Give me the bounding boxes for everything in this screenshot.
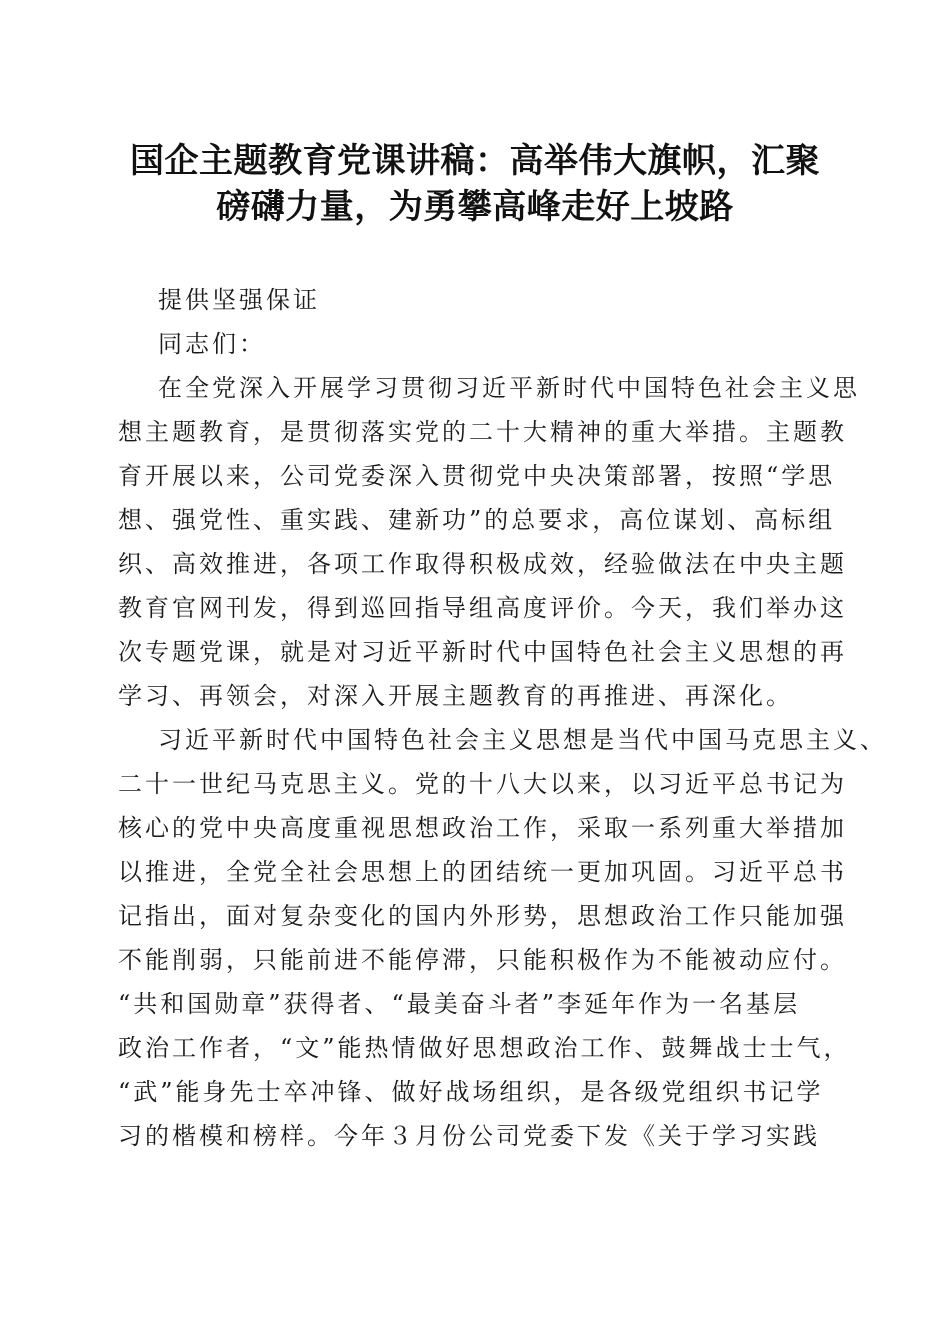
paragraph-line: 在全党深入开展学习贯彻习近平新时代中国特色社会主义思 <box>158 374 860 402</box>
document-title <box>100 138 850 230</box>
paragraph-line: 习的楷模和榜样。今年３月份公司党委下发《关于学习实践 <box>118 1122 820 1150</box>
paragraph-line: “共和国勋章”获得者、“最美奋斗者”李延年作为一名基层 <box>118 990 801 1018</box>
paragraph-line: “武”能身先士卒冲锋、做好战场组织，是各级党组织书记学 <box>118 1078 824 1106</box>
document-body <box>118 278 887 1158</box>
paragraph-line: 记指出，面对复杂变化的国内外形势，思想政治工作只能加强 <box>118 902 847 930</box>
paragraph-1 <box>118 366 860 718</box>
paragraph-line: 政治工作者，“文”能热情做好思想政治工作、鼓舞战士士气， <box>118 1034 851 1062</box>
paragraph-2 <box>118 718 887 1158</box>
paragraph-line: 次专题党课，就是对习近平新时代中国特色社会主义思想的再 <box>118 638 847 666</box>
paragraph-line: 学习、再领会，对深入开展主题教育的再推进、再深化。 <box>118 682 793 710</box>
title-line: 国企主题教育党课讲稿：高举伟大旗帜，汇聚 <box>130 141 820 181</box>
paragraph-line: 习近平新时代中国特色社会主义思想是当代中国马克思主义、 <box>158 726 887 754</box>
paragraph-line: 二十一世纪马克思主义。党的十八大以来，以习近平总书记为 <box>118 770 847 798</box>
paragraph-line: 核心的党中央高度重视思想政治工作，采取一系列重大举措加 <box>118 814 847 842</box>
paragraph-line: 育开展以来，公司党委深入贯彻党中央决策部署，按照“学思 <box>118 462 836 490</box>
paragraph-line: 不能削弱，只能前进不能停滞，只能积极作为不能被动应付。 <box>118 946 847 974</box>
subtitle-line: 提供坚强保证 <box>158 286 320 314</box>
paragraph-line: 以推进，全党全社会思想上的团结统一更加巩固。习近平总书 <box>118 858 847 886</box>
title-line: 磅礴力量，为勇攀高峰走好上坡路 <box>216 187 734 227</box>
paragraph-line: 想主题教育，是贯彻落实党的二十大精神的重大举措。主题教 <box>118 418 847 446</box>
paragraph-line: 织、高效推进，各项工作取得积极成效，经验做法在中央主题 <box>118 550 847 578</box>
paragraph-line: 教育官网刊发，得到巡回指导组高度评价。今天，我们举办这 <box>118 594 847 622</box>
paragraph-line: 想、强党性、重实践、建新功”的总要求，高位谋划、高标组 <box>118 506 836 534</box>
salutation: 同志们： <box>158 330 266 358</box>
